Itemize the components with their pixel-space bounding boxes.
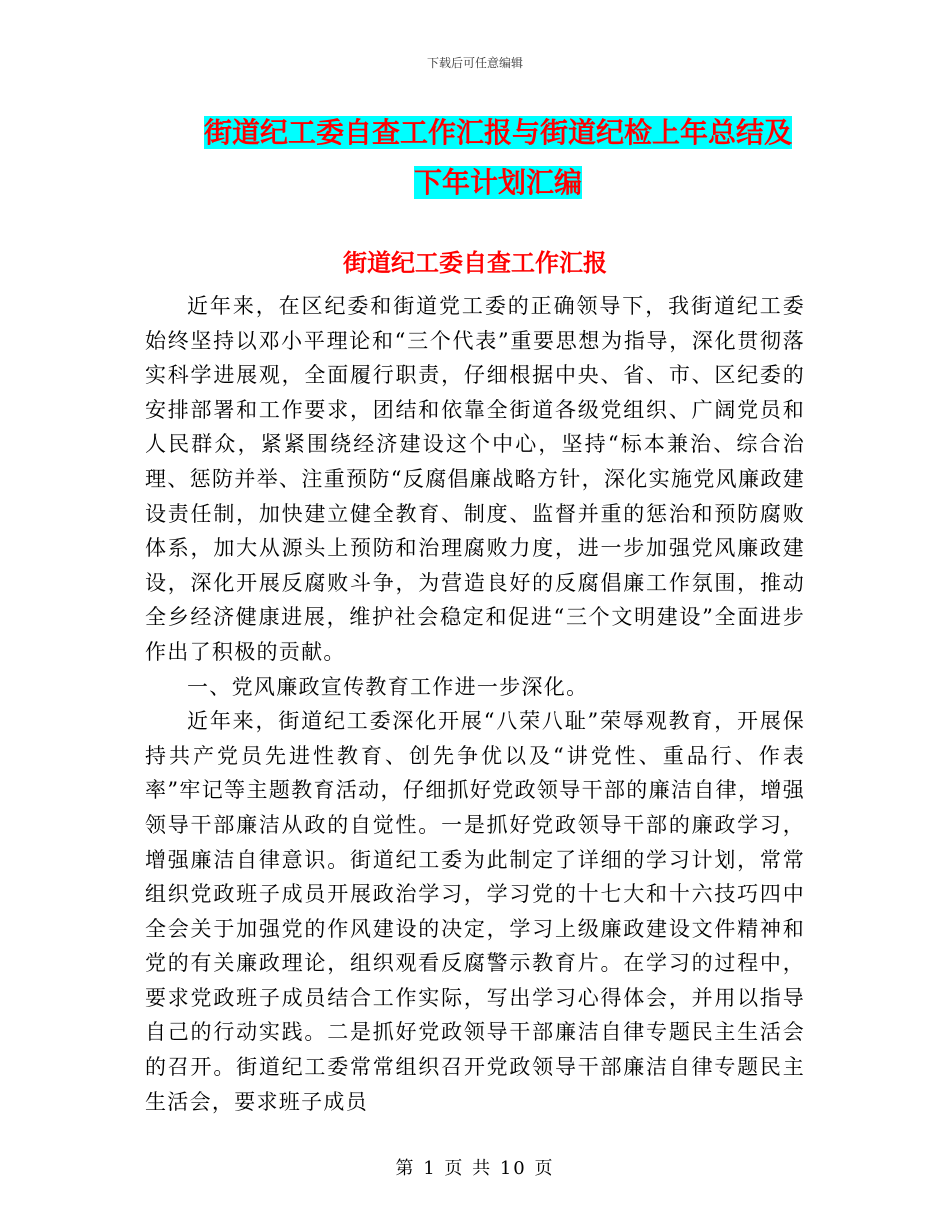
body-text bbox=[145, 289, 805, 1119]
section-title: 街道纪工委自查工作汇报 bbox=[343, 248, 607, 277]
page-number: 第 1 页 共 10 页 bbox=[395, 1158, 555, 1179]
paragraph-heading-1: 一、党风廉政宣传教育工作进一步深化。 bbox=[187, 674, 589, 699]
paragraph-education: 近年来，街道纪工委深化开展“八荣八耻”荣辱观教育，开展保持共产党员先进性教育、创先争优以及“讲党性、重品行、作表率”牢记等主题教育活动，仔细抓好党政领导干部的廉洁自律，增强领导干部廉洁从政的自觉性。一是抓好党政领导干部的廉政学习，增强廉洁自律意识。街道纪工委为此制定了详细的学习计划，常常组织党政班子成员开展政治学习，学习党的十七大和十六技巧四中全会关于加强党的作风建设的决定，学习上级廉政建设文件精神和党的有关廉政理论，组织观看反腐警示教育片。在学习的过程中，要求党政班子成员结合工作实际，写出学习心得体会，并用以指导自己的行动实践。二是抓好党政领导干部廉洁自律专题民主生活会的召开。街道纪工委常常组织召开党政领导干部廉洁自律专题民主生活会，要求班子成员 bbox=[145, 709, 805, 1114]
header-note: 下载后可任意编辑 bbox=[426, 56, 523, 70]
paragraph-intro: 近年来，在区纪委和街道党工委的正确领导下，我街道纪工委始终坚持以邓小平理论和“三个代表”重要思想为指导，深化贯彻落实科学进展观，全面履行职责，仔细根据中央、省、市、区纪委的安排部署和工作要求，团结和依靠全街道各级党组织、广阔党员和人民群众，紧紧围绕经济建设这个中心，坚持“标本兼治、综合治理、惩防并举、注重预防“反腐倡廉战略方针，深化实施党风廉政建设责任制，加快建立健全教育、制度、监督并重的惩治和预防腐败体系，加大从源头上预防和治理腐败力度，进一步加强党风廉政建设，深化开展反腐败斗争，为营造良好的反腐倡廉工作氛围，推动全乡经济健康进展，维护社会稳定和促进“三个文明建设”全面进步作出了积极的贡献。 bbox=[145, 294, 805, 664]
document-title bbox=[192, 108, 804, 208]
document-title-text: 街道纪工委自查工作汇报与街道纪检上年总结及下年计划汇编 bbox=[203, 116, 792, 199]
